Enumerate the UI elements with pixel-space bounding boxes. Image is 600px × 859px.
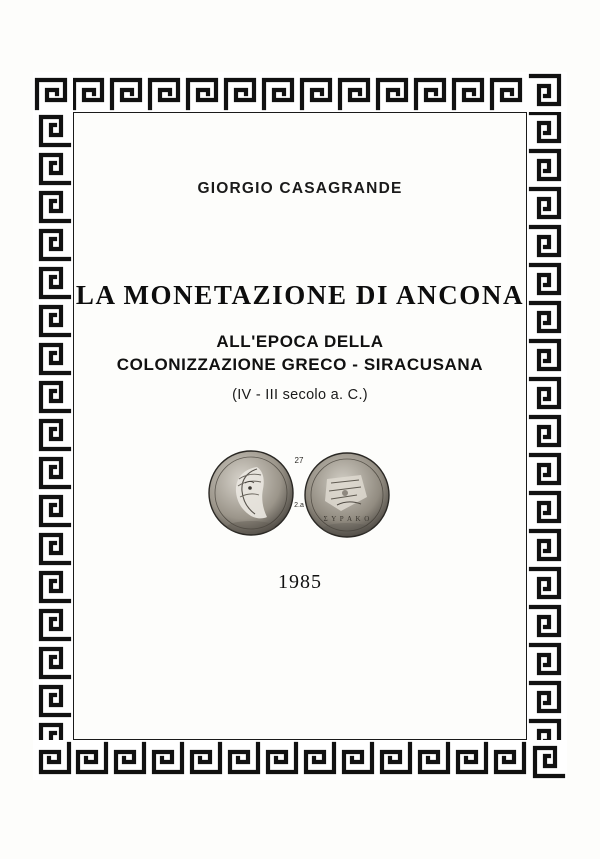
meander-unit <box>528 642 566 680</box>
meander-unit <box>413 741 451 779</box>
meander-unit <box>34 452 72 490</box>
meander-unit <box>528 338 566 376</box>
meander-unit <box>528 262 566 300</box>
meander-unit <box>34 528 72 566</box>
meander-unit <box>528 566 566 604</box>
meander-unit <box>337 73 375 111</box>
meander-right-band <box>527 72 567 780</box>
meander-corner-top-left <box>33 72 73 112</box>
meander-unit <box>34 604 72 642</box>
publication-year: 1985 <box>278 570 322 593</box>
meander-unit <box>261 73 299 111</box>
meander-unit <box>528 186 566 224</box>
meander-unit <box>261 741 299 779</box>
meander-unit <box>375 73 413 111</box>
meander-unit <box>528 300 566 338</box>
meander-unit <box>223 73 261 111</box>
meander-unit <box>528 148 566 186</box>
meander-corner-unit <box>528 741 566 779</box>
meander-corner-unit <box>528 73 566 111</box>
meander-unit <box>71 73 109 111</box>
page-title: LA MONETAZIONE DI ANCONA <box>75 280 525 310</box>
meander-unit <box>34 566 72 604</box>
meander-unit <box>413 73 451 111</box>
meander-unit <box>34 300 72 338</box>
meander-corner-unit <box>34 741 72 779</box>
author-name: GIORGIO CASAGRANDE <box>197 180 403 197</box>
meander-unit <box>147 73 185 111</box>
meander-unit <box>375 741 413 779</box>
meander-unit <box>528 490 566 528</box>
meander-unit <box>451 741 489 779</box>
meander-unit <box>34 490 72 528</box>
meander-unit <box>337 741 375 779</box>
meander-corner-bottom-right <box>527 740 567 780</box>
meander-unit <box>34 224 72 262</box>
subtitle <box>73 331 527 377</box>
meander-unit <box>34 262 72 300</box>
meander-unit <box>528 376 566 414</box>
meander-corner-unit <box>34 73 72 111</box>
meander-corner-top-right <box>527 72 567 112</box>
meander-unit <box>528 604 566 642</box>
meander-unit <box>34 186 72 224</box>
meander-unit <box>109 73 147 111</box>
meander-left-band <box>33 72 73 780</box>
meander-top-band <box>33 72 567 112</box>
meander-unit <box>34 110 72 148</box>
meander-bottom-band <box>33 740 567 780</box>
meander-unit <box>528 452 566 490</box>
meander-unit <box>299 741 337 779</box>
meander-unit <box>34 148 72 186</box>
meander-unit <box>71 741 109 779</box>
meander-unit <box>34 642 72 680</box>
cover-content <box>73 112 527 740</box>
meander-unit <box>185 741 223 779</box>
meander-unit <box>34 680 72 718</box>
meander-unit <box>528 414 566 452</box>
meander-unit <box>528 680 566 718</box>
meander-corner-bottom-left <box>33 740 73 780</box>
svg-text:27: 27 <box>294 455 304 465</box>
meander-unit <box>223 741 261 779</box>
ancient-coins-photograph <box>73 439 527 549</box>
meander-unit <box>34 414 72 452</box>
meander-unit <box>451 73 489 111</box>
period-note: (IV - III secolo a. C.) <box>232 386 368 403</box>
meander-unit <box>489 741 527 779</box>
meander-unit <box>528 528 566 566</box>
meander-unit <box>528 224 566 262</box>
meander-unit <box>299 73 337 111</box>
meander-unit <box>528 110 566 148</box>
meander-unit <box>147 741 185 779</box>
meander-unit <box>109 741 147 779</box>
meander-unit <box>34 376 72 414</box>
meander-unit <box>185 73 223 111</box>
svg-text:2.a: 2.a <box>294 501 304 509</box>
meander-unit <box>34 338 72 376</box>
svg-text:Σ Υ Ρ Α Κ Ο: Σ Υ Ρ Α Κ Ο <box>323 514 371 523</box>
meander-unit <box>489 73 527 111</box>
subtitle-line-1: ALL'EPOCA DELLA <box>216 332 384 351</box>
subtitle-line-2: COLONIZZAZIONE GRECO - SIRACUSANA <box>116 354 484 374</box>
